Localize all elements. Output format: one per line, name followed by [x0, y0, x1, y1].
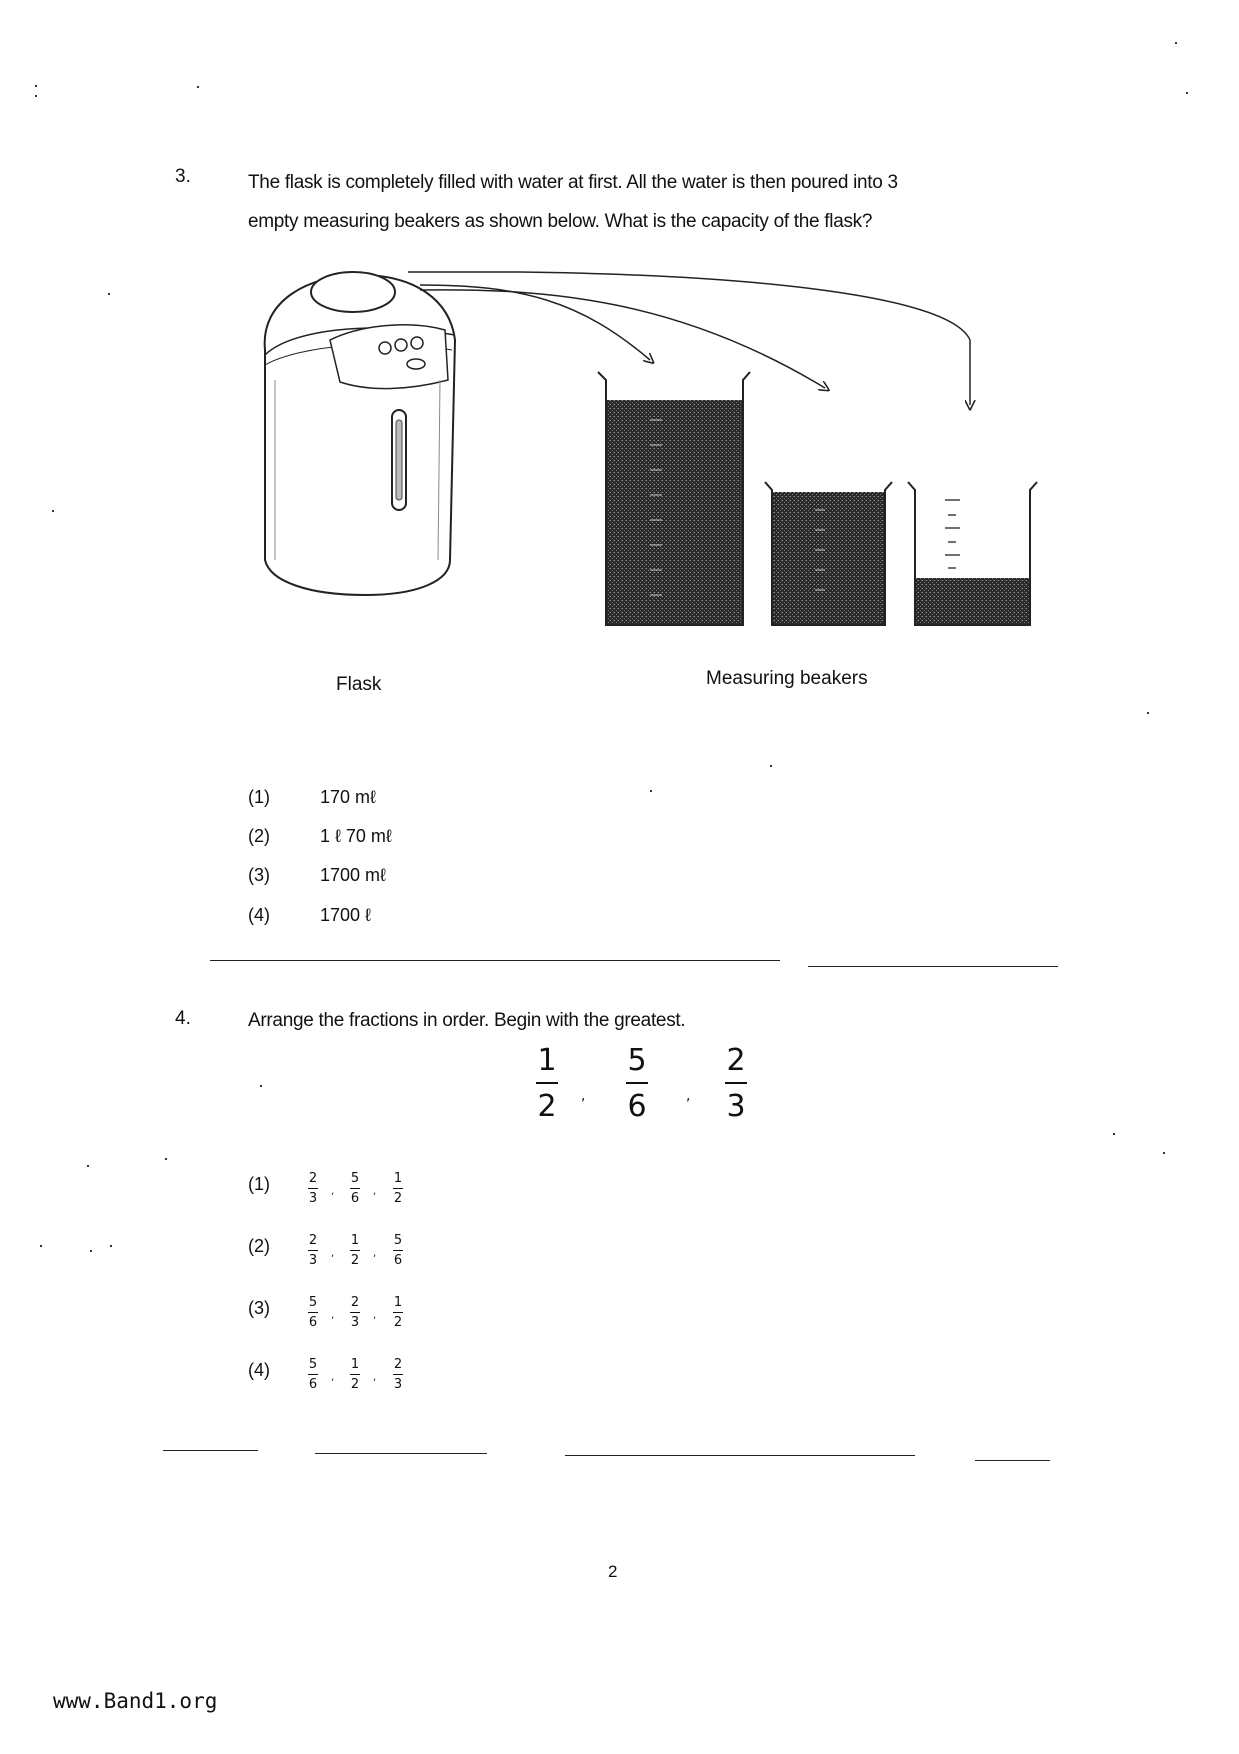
section-divider-2a — [163, 1450, 258, 1451]
q3-option-3-value: 1700 mℓ — [320, 865, 386, 885]
q4-option-1-number: (1) — [248, 1174, 270, 1194]
fraction-five-sixths — [626, 1043, 648, 1124]
q4-option-3-fraction-1: 5 6 — [308, 1295, 318, 1330]
measuring-beaker-3 — [908, 482, 1037, 625]
q4-option-1-fraction-2: 5 6 — [350, 1171, 360, 1206]
section-divider-1b — [808, 966, 1058, 967]
q4-option-4-number: (4) — [248, 1360, 270, 1380]
q3-option-1-number: (1) — [248, 787, 270, 807]
q3-option-4-value: 1700 ℓ — [320, 905, 371, 925]
section-divider-2d — [975, 1460, 1050, 1461]
question-3-text-line-1: The flask is completely filled with water at first. All the water is then poured into 3 — [248, 172, 898, 193]
fraction-two-thirds — [725, 1043, 747, 1124]
q4-option-2-fraction-2: 1 2 — [350, 1233, 360, 1268]
fraction-numerator: 1 — [537, 1043, 557, 1078]
measuring-beaker-2 — [765, 482, 892, 625]
question-4-text: Arrange the fractions in order. Begin with the greatest. — [248, 1010, 686, 1031]
q3-option-2-value: 1 ℓ 70 mℓ — [320, 826, 392, 846]
q3-option-2-number: (2) — [248, 826, 270, 846]
q4-option-2-fraction-3: 5 6 — [393, 1233, 403, 1268]
q4-option-1-fraction-1: 2 3 — [308, 1171, 318, 1206]
question-3-number: 3. — [175, 166, 191, 187]
flask-and-beakers-illustration — [250, 260, 1050, 640]
q3-option-4-number: (4) — [248, 905, 270, 925]
fraction-numerator: 5 — [627, 1043, 647, 1078]
footer-website: www.Band1.org — [53, 1689, 218, 1713]
q4-option-4-fraction-1: 5 6 — [308, 1357, 318, 1392]
fraction-numerator: 2 — [726, 1043, 746, 1078]
fraction-denominator: 3 — [726, 1089, 746, 1124]
fraction-denominator: 2 — [537, 1089, 557, 1124]
section-divider-1 — [210, 960, 780, 961]
section-divider-2b — [315, 1453, 487, 1454]
fraction-one-half — [536, 1043, 558, 1124]
q4-option-1-fraction-3: 1 2 — [393, 1171, 403, 1206]
q4-option-2-number: (2) — [248, 1236, 270, 1256]
q3-option-3-number: (3) — [248, 865, 270, 885]
question-3-text-line-2: empty measuring beakers as shown below. What is the capacity of the flask? — [248, 211, 873, 232]
q4-option-3-fraction-2: 2 3 — [350, 1295, 360, 1330]
section-divider-2c — [565, 1455, 915, 1456]
q4-option-4-fraction-2: 1 2 — [350, 1357, 360, 1392]
question-4-number: 4. — [175, 1008, 191, 1029]
measuring-beaker-1 — [598, 372, 750, 625]
flask-label: Flask — [336, 674, 382, 695]
q4-option-2-fraction-1: 2 3 — [308, 1233, 318, 1268]
measuring-beakers-label: Measuring beakers — [706, 668, 868, 689]
q3-option-1-value: 170 mℓ — [320, 787, 376, 807]
fraction-denominator: 6 — [627, 1089, 647, 1124]
page-number: 2 — [608, 1562, 618, 1581]
q4-option-3-fraction-3: 1 2 — [393, 1295, 403, 1330]
q4-option-3-number: (3) — [248, 1298, 270, 1318]
flask-drawing — [265, 272, 455, 595]
q4-option-4-fraction-3: 2 3 — [393, 1357, 403, 1392]
